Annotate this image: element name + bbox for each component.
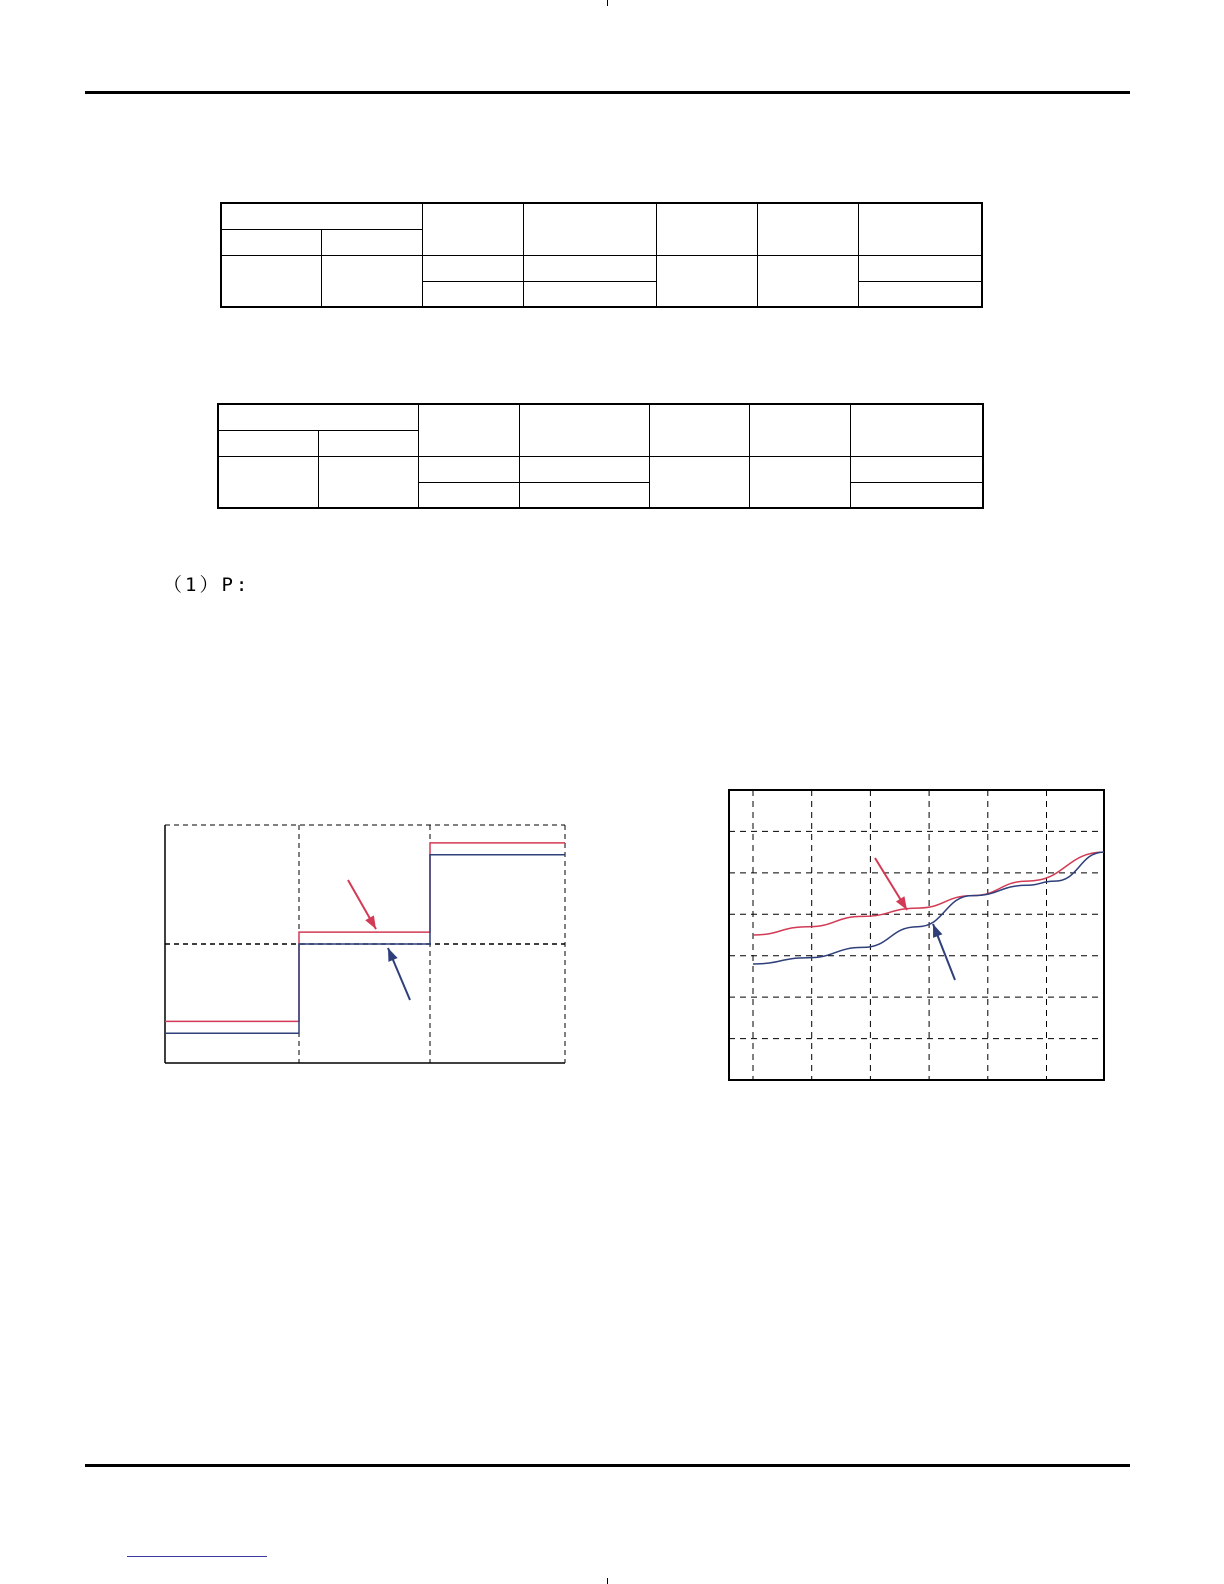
table-cell [649,404,749,456]
pointer-arrow-red-head [896,896,907,910]
table-cell [422,203,523,255]
table-cell [749,456,850,508]
table-cell [218,430,318,456]
table-cell [418,482,519,508]
crop-mark-bottom [607,1578,608,1584]
table-cell [850,482,983,508]
table-cell [757,255,858,307]
spec-table-1 [220,202,983,308]
table-cell [850,456,983,482]
header-rule [85,91,1130,94]
footer-rule [85,1464,1130,1467]
table-cell [321,229,422,255]
spec-table-2 [217,403,984,509]
table-cell [519,404,649,456]
table-cell [422,281,523,307]
table-cell [757,203,858,255]
table-cell [519,482,649,508]
table-cell [749,404,850,456]
pointer-arrow-blue-head [933,924,942,938]
table-cell [218,404,418,430]
pointer-arrow-red-head [365,915,376,929]
table-cell [523,255,656,281]
table-cell [649,456,749,508]
table-cell [318,456,418,508]
crop-mark-top [607,0,608,6]
table-cell [218,456,318,508]
table-cell [523,203,656,255]
series-line [165,855,565,1034]
table-cell [656,203,757,255]
note-label: （1）P: [163,574,251,596]
table-cell [321,255,422,307]
pointer-arrow-blue-head [388,948,398,962]
table-cell [519,456,649,482]
table-cell [656,255,757,307]
table-cell [221,203,422,229]
series-curve [753,852,1104,964]
table-cell [850,404,983,456]
table-cell [221,229,321,255]
plot-frame [729,790,1104,1080]
curve-chart [725,786,1110,1084]
series-line [165,843,565,1022]
footer-link-underline[interactable] [127,1556,267,1557]
table-cell [318,430,418,456]
table-cell [523,281,656,307]
step-chart [160,818,570,1068]
table-cell [422,255,523,281]
table-cell [418,404,519,456]
table-cell [858,255,982,281]
table-cell [858,203,982,255]
table-cell [418,456,519,482]
table-cell [858,281,982,307]
table-cell [221,255,321,307]
series-curve [753,852,1104,935]
